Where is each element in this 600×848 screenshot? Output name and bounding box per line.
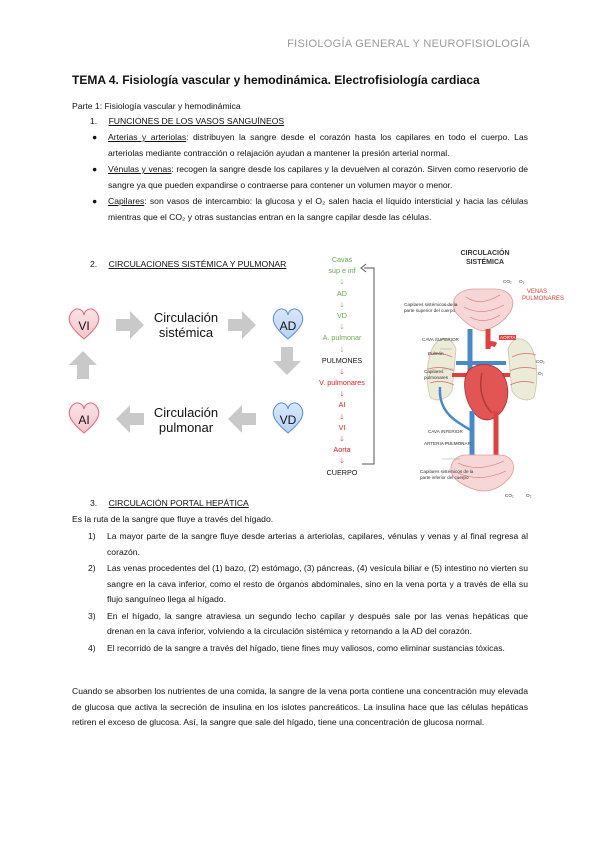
flow-step: AI	[338, 400, 346, 410]
systemic-circulation-label	[140, 310, 232, 340]
section-title: CIRCULACIÓN PORTAL HEPÁTICA	[108, 498, 249, 508]
closing-paragraph: Cuando se absorben los nutrientes de una comida, la sangre de la vena porta contiene una concentración muy elevada de glucosa que activa la secreción de insulina en los islotes pancreáticos. La insulina hace que las células hepáticas retiren el exceso de glucosa. Así, la sangre que sale del hígado, tiene una concentración de glucosa normal.	[72, 686, 528, 727]
section-title: CIRCULACIONES SISTÉMICA Y PULMONAR	[108, 259, 287, 269]
flow-step: Cavas	[331, 255, 353, 264]
list-item	[92, 162, 528, 193]
lower-capillaries-label: Capilares sistémicos de la parte inferior del cuerpo	[420, 469, 474, 480]
flow-step: VD	[337, 310, 347, 320]
vd-label: VD	[279, 413, 297, 427]
item-text: El recorrido de la sangre a través del hígado, tiene fines muy valiosos, como eliminar sustancias tóxicas.	[107, 642, 505, 653]
return-bracket	[360, 262, 380, 468]
circulation-drawing	[400, 245, 565, 503]
co2-label: CO₂	[503, 279, 512, 284]
upper-capillaries-label: Capilares sistémicos de la parte superior del cuerpo	[404, 302, 458, 313]
flow-step: VI	[338, 422, 346, 432]
label-line: PULMONARES	[522, 296, 565, 302]
vena-cava-inferior-label: CAVA INFERIOR	[428, 429, 463, 434]
flow-step: CUERPO	[326, 467, 358, 477]
bullet-dot: ●	[92, 196, 98, 206]
arrow-down-icon: 🡓	[340, 389, 344, 399]
arrow-down-icon: 🡓	[340, 366, 344, 376]
arrow-down-icon: 🡓	[340, 299, 344, 309]
arrow-down-icon: 🡓	[340, 411, 344, 421]
flow-step: Aorta	[333, 445, 351, 455]
list-item	[88, 529, 528, 560]
pulmonary-circulation-label	[140, 405, 232, 435]
ai-label: AI	[78, 413, 90, 427]
label-line: VENAS	[526, 289, 548, 295]
aorta-label: AORTA	[500, 335, 516, 340]
arrow-down-icon: 🡓	[340, 456, 344, 466]
label-line: pulmonar	[158, 420, 214, 435]
list-item	[88, 561, 528, 608]
flow-step: A. pulmonar	[322, 333, 362, 343]
lung-label: Pulmón	[428, 351, 444, 356]
ad-label: AD	[279, 319, 297, 333]
title-line: SISTÉMICA	[465, 259, 505, 266]
document-title: TEMA 4. Fisiología vascular y hemodinámica. Electrofisiología cardiaca	[72, 73, 480, 87]
bullet-dot: ●	[92, 164, 98, 174]
numbered-list	[88, 529, 528, 656]
term: Arterias y arteriolas	[108, 132, 187, 142]
term: Capilares	[108, 196, 145, 206]
systemic-circulation-illustration	[400, 245, 565, 503]
definition: : recogen la sangre desde los capilares y la devuelven al corazón. Sirven como reservorio de sangre ya que pueden expandirse o contraerse para contener un volumen mayor o menor.	[108, 164, 529, 190]
term: Vénulas y venas	[108, 164, 172, 174]
flow-step: sup e inf	[328, 266, 356, 276]
section-number: 2.	[90, 259, 98, 269]
list-item	[92, 194, 528, 225]
arrow-down-icon	[273, 347, 301, 375]
arrow-left-icon	[228, 405, 256, 433]
bullet-list	[92, 130, 528, 225]
list-item	[92, 130, 528, 161]
pulmonary-artery-label: ARTERIA PULMONAR	[424, 441, 471, 446]
arrow-right-icon	[228, 311, 256, 339]
item-number: 3)	[88, 610, 96, 621]
section-2-heading	[90, 259, 286, 269]
flow-step: AD	[337, 288, 347, 298]
page-header: FISIOLOGÍA GENERAL Y NEUROFISIOLOGÍA	[287, 38, 530, 50]
arrow-down-icon: 🡓	[340, 277, 344, 287]
co2-label: CO₂	[505, 493, 514, 498]
label-line: Circulación	[153, 310, 219, 325]
definition: : distribuyen la sangre desde el corazón hasta los capilares en todo el cuerpo. Las arteriolas mediante contracción o relajación ayudan a mantener la presión arterial normal.	[108, 132, 528, 158]
section-1-heading	[90, 116, 284, 126]
pulmonary-capillaries-label: Capilares pulmonares	[424, 369, 449, 380]
item-text: Las venas procedentes del (1) bazo, (2) estómago, (3) páncreas, (4) vesícula biliar e (5) intestino no vierten su sangre en la cava inferior, como el resto de órganos abdominales, sino en la vena porta y a través de ella su flujo sanguíneo llega al hígado.	[107, 563, 528, 604]
vena-cava-superior-label: CAVA SUPERIOR	[422, 337, 459, 342]
flow-step: V. pulmonares	[319, 378, 365, 388]
flow-step: PULMONES	[321, 355, 363, 365]
o2-label: O₂	[538, 371, 544, 376]
item-number: 2)	[88, 563, 96, 573]
section-title: FUNCIONES DE LOS VASOS SANGUÍNEOS	[108, 116, 285, 126]
arrow-down-icon: 🡓	[340, 344, 344, 354]
pulmonary-veins-label	[522, 289, 565, 303]
arrow-down-icon: 🡓	[340, 434, 344, 443]
section-3-heading	[90, 498, 249, 508]
item-text: En el hígado, la sangre atraviesa un segundo lecho capilar y después sale por las venas hepáticas que drenan en la cava inferior, volviendo a la circulación sistémica y retornando a la AD del corazón.	[107, 610, 528, 636]
list-item	[88, 609, 528, 640]
o2-label: O₂	[526, 493, 532, 498]
section-3-intro: Es la ruta de la sangre que fluye a través del hígado.	[72, 514, 274, 524]
label-line: sistémica	[158, 325, 214, 340]
bullet-dot: ●	[92, 132, 98, 142]
vi-label: VI	[78, 319, 90, 333]
section-number: 3.	[90, 498, 98, 508]
item-text: La mayor parte de la sangre fluye desde arterias a arteriolas, capilares, vénulas y venas y al final regresa al corazón.	[107, 531, 528, 557]
label-line: Circulación	[153, 405, 219, 420]
part-heading: Parte 1: Fisiología vascular y hemodinámica	[72, 101, 241, 111]
arrow-up-icon	[69, 351, 97, 379]
definition: : son vasos de intercambio: la glucosa y el O₂ salen hacia el líquido intersticial y hacia las células mientras que el CO₂ y otras sustancias entran en la sangre capilar desde las células.	[108, 196, 528, 222]
co2-label: CO₂	[536, 359, 545, 364]
arrow-down-icon: 🡓	[340, 322, 344, 332]
title-line: CIRCULACIÓN	[460, 250, 510, 257]
aorta-vessel	[488, 329, 496, 349]
o2-label: O₂	[519, 279, 525, 284]
list-item	[88, 641, 528, 657]
section-number: 1.	[90, 116, 98, 126]
item-number: 1)	[88, 531, 96, 541]
item-number: 4)	[88, 642, 96, 653]
right-lung	[508, 339, 537, 400]
